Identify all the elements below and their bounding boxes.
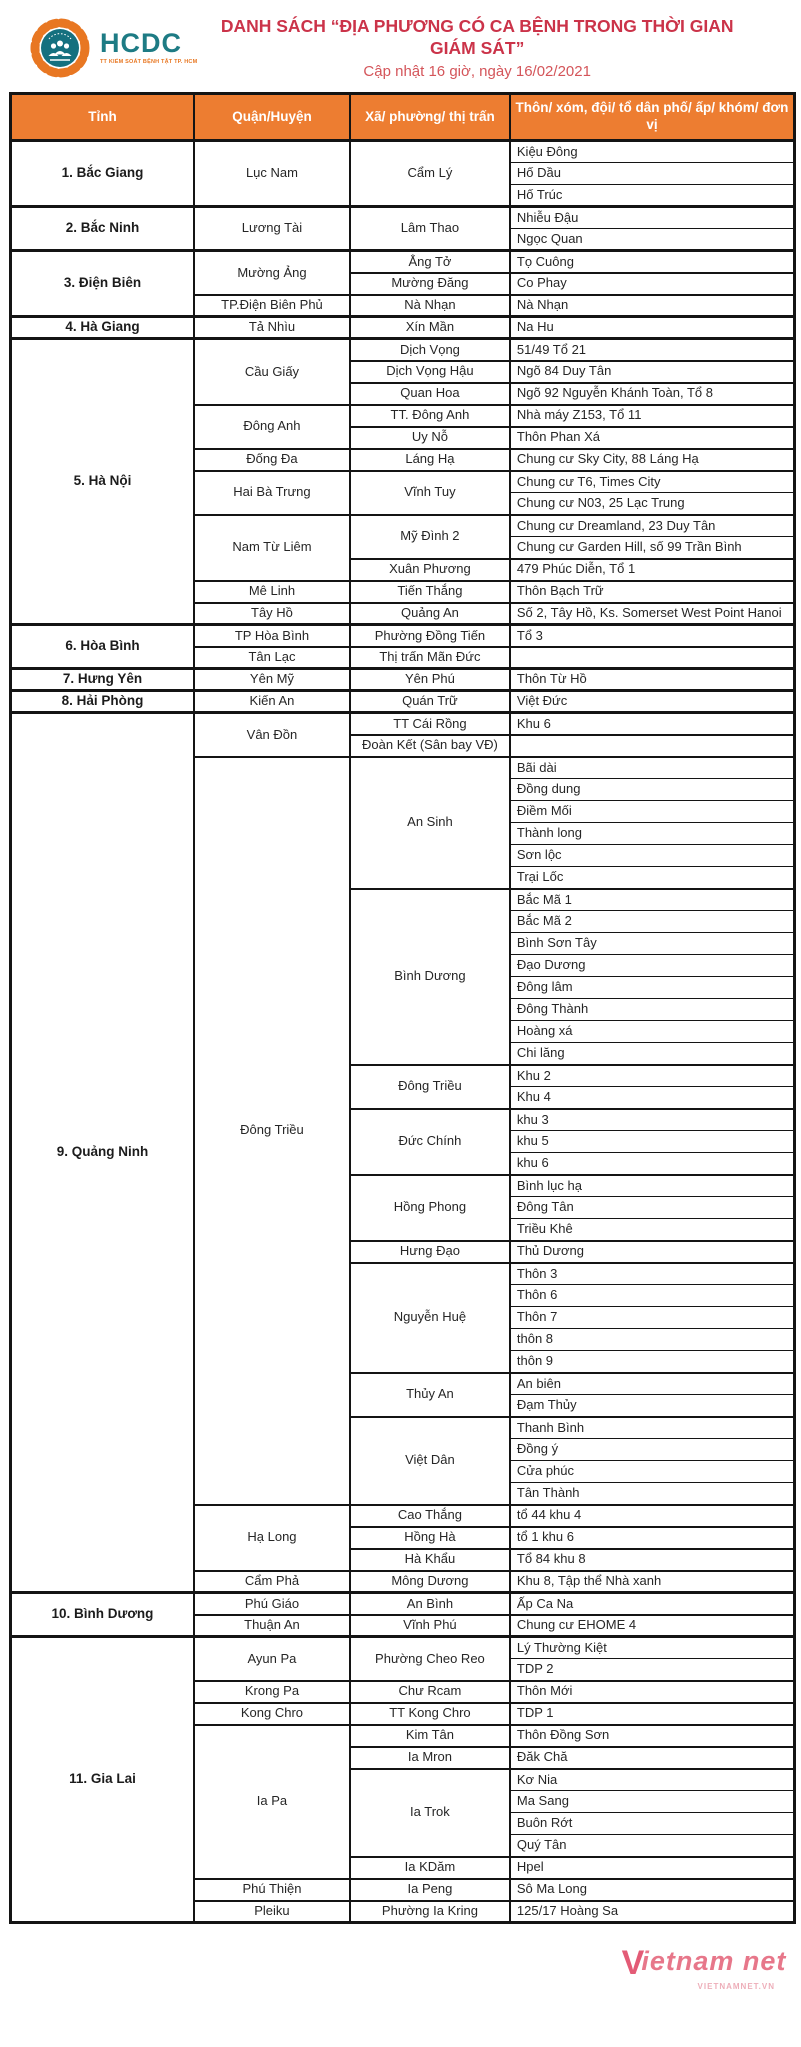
- ward-cell: Phường Ia Kring: [350, 1901, 510, 1923]
- unit-cell: Chung cư EHOME 4: [510, 1615, 795, 1637]
- unit-cell: Tọ Cuông: [510, 251, 795, 273]
- district-cell: Hai Bà Trưng: [194, 471, 350, 515]
- district-cell: Kong Chro: [194, 1703, 350, 1725]
- ward-cell: Ia Trok: [350, 1769, 510, 1857]
- unit-cell: thôn 9: [510, 1351, 795, 1373]
- ward-cell: Ia Peng: [350, 1879, 510, 1901]
- unit-cell: Thôn Phan Xá: [510, 427, 795, 449]
- table-row: [11, 1637, 795, 1659]
- ward-cell: Quán Trữ: [350, 691, 510, 713]
- ward-cell: Mông Dương: [350, 1571, 510, 1593]
- unit-cell: 125/17 Hoàng Sa: [510, 1901, 795, 1923]
- unit-cell: Chung cư Sky City, 88 Láng Hạ: [510, 449, 795, 471]
- column-header-province: Tỉnh: [11, 94, 194, 141]
- ward-cell: Mường Đăng: [350, 273, 510, 295]
- unit-cell: Cửa phúc: [510, 1461, 795, 1483]
- ward-cell: Quan Hoa: [350, 383, 510, 405]
- ward-cell: TT Kong Chro: [350, 1703, 510, 1725]
- province-cell: 4. Hà Giang: [11, 317, 194, 339]
- table-body: [11, 141, 795, 1923]
- hcdc-logo-icon: [28, 16, 92, 80]
- table-row: [11, 141, 795, 163]
- unit-cell: Buôn Rớt: [510, 1813, 795, 1835]
- unit-cell: Đồng dung: [510, 779, 795, 801]
- unit-cell: Thôn Đồng Sơn: [510, 1725, 795, 1747]
- unit-cell: Đông Thành: [510, 999, 795, 1021]
- district-cell: Đống Đa: [194, 449, 350, 471]
- unit-cell: Thôn Từ Hồ: [510, 669, 795, 691]
- ward-cell: Phường Cheo Reo: [350, 1637, 510, 1681]
- province-cell: 2. Bắc Ninh: [11, 207, 194, 251]
- unit-cell: Thành long: [510, 823, 795, 845]
- table-header-row: [11, 94, 795, 141]
- district-cell: Phú Giáo: [194, 1593, 350, 1615]
- ward-cell: Xín Mần: [350, 317, 510, 339]
- table-row: [11, 339, 795, 361]
- ward-cell: Đoàn Kết (Sân bay VĐ): [350, 735, 510, 757]
- ward-cell: Lâm Thao: [350, 207, 510, 251]
- district-cell: Ia Pa: [194, 1725, 350, 1879]
- unit-cell: thôn 8: [510, 1329, 795, 1351]
- ward-cell: Cẩm Lý: [350, 141, 510, 207]
- unit-cell: Trại Lốc: [510, 867, 795, 889]
- hcdc-logo-text: [100, 30, 197, 66]
- province-cell: 5. Hà Nội: [11, 339, 194, 625]
- unit-cell: Triều Khê: [510, 1219, 795, 1241]
- ward-cell: Đông Triều: [350, 1065, 510, 1109]
- province-cell: 7. Hưng Yên: [11, 669, 194, 691]
- unit-cell: Tổ 3: [510, 625, 795, 647]
- unit-cell: Chung cư T6, Times City: [510, 471, 795, 493]
- ward-cell: Láng Hạ: [350, 449, 510, 471]
- unit-cell: Đông Tân: [510, 1197, 795, 1219]
- district-cell: Kiến An: [194, 691, 350, 713]
- unit-cell: TDP 2: [510, 1659, 795, 1681]
- table-row: [11, 317, 795, 339]
- ward-cell: Dịch Vọng Hậu: [350, 361, 510, 383]
- vietnamnet-check-icon: V: [621, 1944, 646, 1982]
- province-cell: 3. Điện Biên: [11, 251, 194, 317]
- unit-cell: Việt Đức: [510, 691, 795, 713]
- unit-cell: Đồng ý: [510, 1439, 795, 1461]
- ward-cell: Vĩnh Tuy: [350, 471, 510, 515]
- unit-cell: Sơn lộc: [510, 845, 795, 867]
- district-cell: TP.Điện Biên Phủ: [194, 295, 350, 317]
- ward-cell: Xuân Phương: [350, 559, 510, 581]
- unit-cell: Bình lục hạ: [510, 1175, 795, 1197]
- vietnamnet-logo-text: Vietnam net: [621, 1944, 787, 1982]
- ward-cell: Vĩnh Phú: [350, 1615, 510, 1637]
- document-titles: [197, 16, 783, 81]
- district-cell: Krong Pa: [194, 1681, 350, 1703]
- district-cell: Tả Nhìu: [194, 317, 350, 339]
- district-cell: Lương Tài: [194, 207, 350, 251]
- unit-cell: tổ 44 khu 4: [510, 1505, 795, 1527]
- column-header-ward: Xã/ phường/ thị trấn: [350, 94, 510, 141]
- province-cell: 1. Bắc Giang: [11, 141, 194, 207]
- unit-cell: Khu 2: [510, 1065, 795, 1087]
- ward-cell: Hưng Đạo: [350, 1241, 510, 1263]
- column-header-unit: Thôn/ xóm, đội/ tổ dân phố/ ấp/ khóm/ đơn vị: [510, 94, 795, 141]
- district-cell: Tây Hồ: [194, 603, 350, 625]
- table-row: [11, 251, 795, 273]
- unit-cell: Thủ Dương: [510, 1241, 795, 1263]
- unit-cell: Thôn 7: [510, 1307, 795, 1329]
- unit-cell: Điềm Mối: [510, 801, 795, 823]
- case-locations-table: [9, 92, 796, 1924]
- page-title: DANH SÁCH “ĐỊA PHƯƠNG CÓ CA BỆNH TRONG THỜI GIAN GIÁM SÁT”: [220, 15, 734, 58]
- unit-cell: Bắc Mã 1: [510, 889, 795, 911]
- hcdc-logo: [28, 16, 197, 80]
- unit-cell: Tổ 84 khu 8: [510, 1549, 795, 1571]
- unit-cell: Khu 4: [510, 1087, 795, 1109]
- province-cell: 11. Gia Lai: [11, 1637, 194, 1923]
- hcdc-tagline: TT KIỂM SOÁT BỆNH TẬT TP. HCM: [100, 59, 198, 66]
- ward-cell: Yên Phú: [350, 669, 510, 691]
- unit-cell: Lý Thường Kiệt: [510, 1637, 795, 1659]
- ward-cell: Đức Chính: [350, 1109, 510, 1175]
- province-cell: 6. Hòa Bình: [11, 625, 194, 669]
- ward-cell: Cao Thắng: [350, 1505, 510, 1527]
- table-row: [11, 625, 795, 647]
- unit-cell: Đạo Dương: [510, 955, 795, 977]
- district-cell: Mê Linh: [194, 581, 350, 603]
- unit-cell: Đăk Chă: [510, 1747, 795, 1769]
- unit-cell: Tân Thành: [510, 1483, 795, 1505]
- unit-cell: khu 6: [510, 1153, 795, 1175]
- ward-cell: Phường Đồng Tiến: [350, 625, 510, 647]
- unit-cell: Hố Trúc: [510, 185, 795, 207]
- ward-cell: Việt Dân: [350, 1417, 510, 1505]
- unit-cell: Chung cư Garden Hill, số 99 Trần Bình: [510, 537, 795, 559]
- unit-cell: Kiệu Đông: [510, 141, 795, 163]
- ward-cell: TT. Đông Anh: [350, 405, 510, 427]
- column-header-district: Quận/Huyện: [194, 94, 350, 141]
- table-row: [11, 1593, 795, 1615]
- district-cell: Ayun Pa: [194, 1637, 350, 1681]
- province-cell: 8. Hải Phòng: [11, 691, 194, 713]
- district-cell: Cẩm Phả: [194, 1571, 350, 1593]
- district-cell: Thuận An: [194, 1615, 350, 1637]
- ward-cell: Ia Mron: [350, 1747, 510, 1769]
- unit-cell: [510, 735, 795, 757]
- unit-cell: Nhà máy Z153, Tổ 11: [510, 405, 795, 427]
- unit-cell: Chi lăng: [510, 1043, 795, 1065]
- ward-cell: An Sinh: [350, 757, 510, 889]
- table-row: [11, 691, 795, 713]
- unit-cell: Na Hu: [510, 317, 795, 339]
- ward-cell: Hà Khẩu: [350, 1549, 510, 1571]
- district-cell: Cầu Giấy: [194, 339, 350, 405]
- unit-cell: Kơ Nia: [510, 1769, 795, 1791]
- unit-cell: Đông lâm: [510, 977, 795, 999]
- unit-cell: Thôn 6: [510, 1285, 795, 1307]
- unit-cell: Nà Nhạn: [510, 295, 795, 317]
- unit-cell: Sô Ma Long: [510, 1879, 795, 1901]
- ward-cell: Hồng Phong: [350, 1175, 510, 1241]
- ward-cell: Nguyễn Huệ: [350, 1263, 510, 1373]
- unit-cell: Hố Dầu: [510, 163, 795, 185]
- vietnamnet-watermark: [619, 1946, 789, 1991]
- unit-cell: Khu 8, Tập thể Nhà xanh: [510, 1571, 795, 1593]
- unit-cell: Co Phay: [510, 273, 795, 295]
- district-cell: Phú Thiện: [194, 1879, 350, 1901]
- unit-cell: Khu 6: [510, 713, 795, 735]
- unit-cell: tổ 1 khu 6: [510, 1527, 795, 1549]
- page-subtitle: Cập nhật 16 giờ, ngày 16/02/2021: [363, 63, 591, 81]
- unit-cell: An biên: [510, 1373, 795, 1395]
- ward-cell: TT Cái Rồng: [350, 713, 510, 735]
- hcdc-acronym: HCDC: [100, 28, 182, 59]
- district-cell: Vân Đồn: [194, 713, 350, 757]
- unit-cell: Ngõ 92 Nguyễn Khánh Toàn, Tổ 8: [510, 383, 795, 405]
- ward-cell: An Bình: [350, 1593, 510, 1615]
- table-row: [11, 207, 795, 229]
- unit-cell: Thôn 3: [510, 1263, 795, 1285]
- unit-cell: 51/49 Tổ 21: [510, 339, 795, 361]
- ward-cell: Ẳng Tở: [350, 251, 510, 273]
- unit-cell: Thôn Mới: [510, 1681, 795, 1703]
- district-cell: Nam Từ Liêm: [194, 515, 350, 581]
- unit-cell: Ấp Ca Na: [510, 1593, 795, 1615]
- unit-cell: Bắc Mã 2: [510, 911, 795, 933]
- unit-cell: 479 Phúc Diễn, Tổ 1: [510, 559, 795, 581]
- unit-cell: Nhiễu Đậu: [510, 207, 795, 229]
- unit-cell: Đạm Thủy: [510, 1395, 795, 1417]
- unit-cell: Ngõ 84 Duy Tân: [510, 361, 795, 383]
- district-cell: Hạ Long: [194, 1505, 350, 1571]
- ward-cell: Ia KDăm: [350, 1857, 510, 1879]
- province-cell: 9. Quảng Ninh: [11, 713, 194, 1593]
- ward-cell: Quảng An: [350, 603, 510, 625]
- table-row: [11, 713, 795, 735]
- unit-cell: Bình Sơn Tây: [510, 933, 795, 955]
- district-cell: Đông Anh: [194, 405, 350, 449]
- district-cell: Tân Lạc: [194, 647, 350, 669]
- ward-cell: Bình Dương: [350, 889, 510, 1065]
- ward-cell: Uy Nỗ: [350, 427, 510, 449]
- ward-cell: Kim Tân: [350, 1725, 510, 1747]
- unit-cell: Ngọc Quan: [510, 229, 795, 251]
- unit-cell: Thôn Bạch Trữ: [510, 581, 795, 603]
- ward-cell: Tiến Thắng: [350, 581, 510, 603]
- unit-cell: Số 2, Tây Hồ, Ks. Somerset West Point Hanoi: [510, 603, 795, 625]
- unit-cell: Chung cư Dreamland, 23 Duy Tân: [510, 515, 795, 537]
- vietnamnet-domain-text: VIETNAMNET.VN: [697, 1982, 775, 1991]
- unit-cell: khu 3: [510, 1109, 795, 1131]
- district-cell: Đông Triều: [194, 757, 350, 1505]
- district-cell: Pleiku: [194, 1901, 350, 1923]
- ward-cell: Dịch Vọng: [350, 339, 510, 361]
- table-row: [11, 669, 795, 691]
- province-cell: 10. Bình Dương: [11, 1593, 194, 1637]
- district-cell: Yên Mỹ: [194, 669, 350, 691]
- ward-cell: Nà Nhạn: [350, 295, 510, 317]
- district-cell: TP Hòa Bình: [194, 625, 350, 647]
- ward-cell: Mỹ Đình 2: [350, 515, 510, 559]
- unit-cell: TDP 1: [510, 1703, 795, 1725]
- district-cell: Mường Ảng: [194, 251, 350, 295]
- unit-cell: Hoàng xá: [510, 1021, 795, 1043]
- unit-cell: Ma Sang: [510, 1791, 795, 1813]
- page-header: [0, 0, 801, 92]
- unit-cell: Chung cư N03, 25 Lạc Trung: [510, 493, 795, 515]
- district-cell: Lục Nam: [194, 141, 350, 207]
- ward-cell: Thủy An: [350, 1373, 510, 1417]
- unit-cell: Bãi dài: [510, 757, 795, 779]
- unit-cell: Hpel: [510, 1857, 795, 1879]
- ward-cell: Hồng Hà: [350, 1527, 510, 1549]
- ward-cell: Chư Rcam: [350, 1681, 510, 1703]
- unit-cell: khu 5: [510, 1131, 795, 1153]
- unit-cell: Thanh Bình: [510, 1417, 795, 1439]
- unit-cell: [510, 647, 795, 669]
- unit-cell: Quý Tân: [510, 1835, 795, 1857]
- ward-cell: Thị trấn Mãn Đức: [350, 647, 510, 669]
